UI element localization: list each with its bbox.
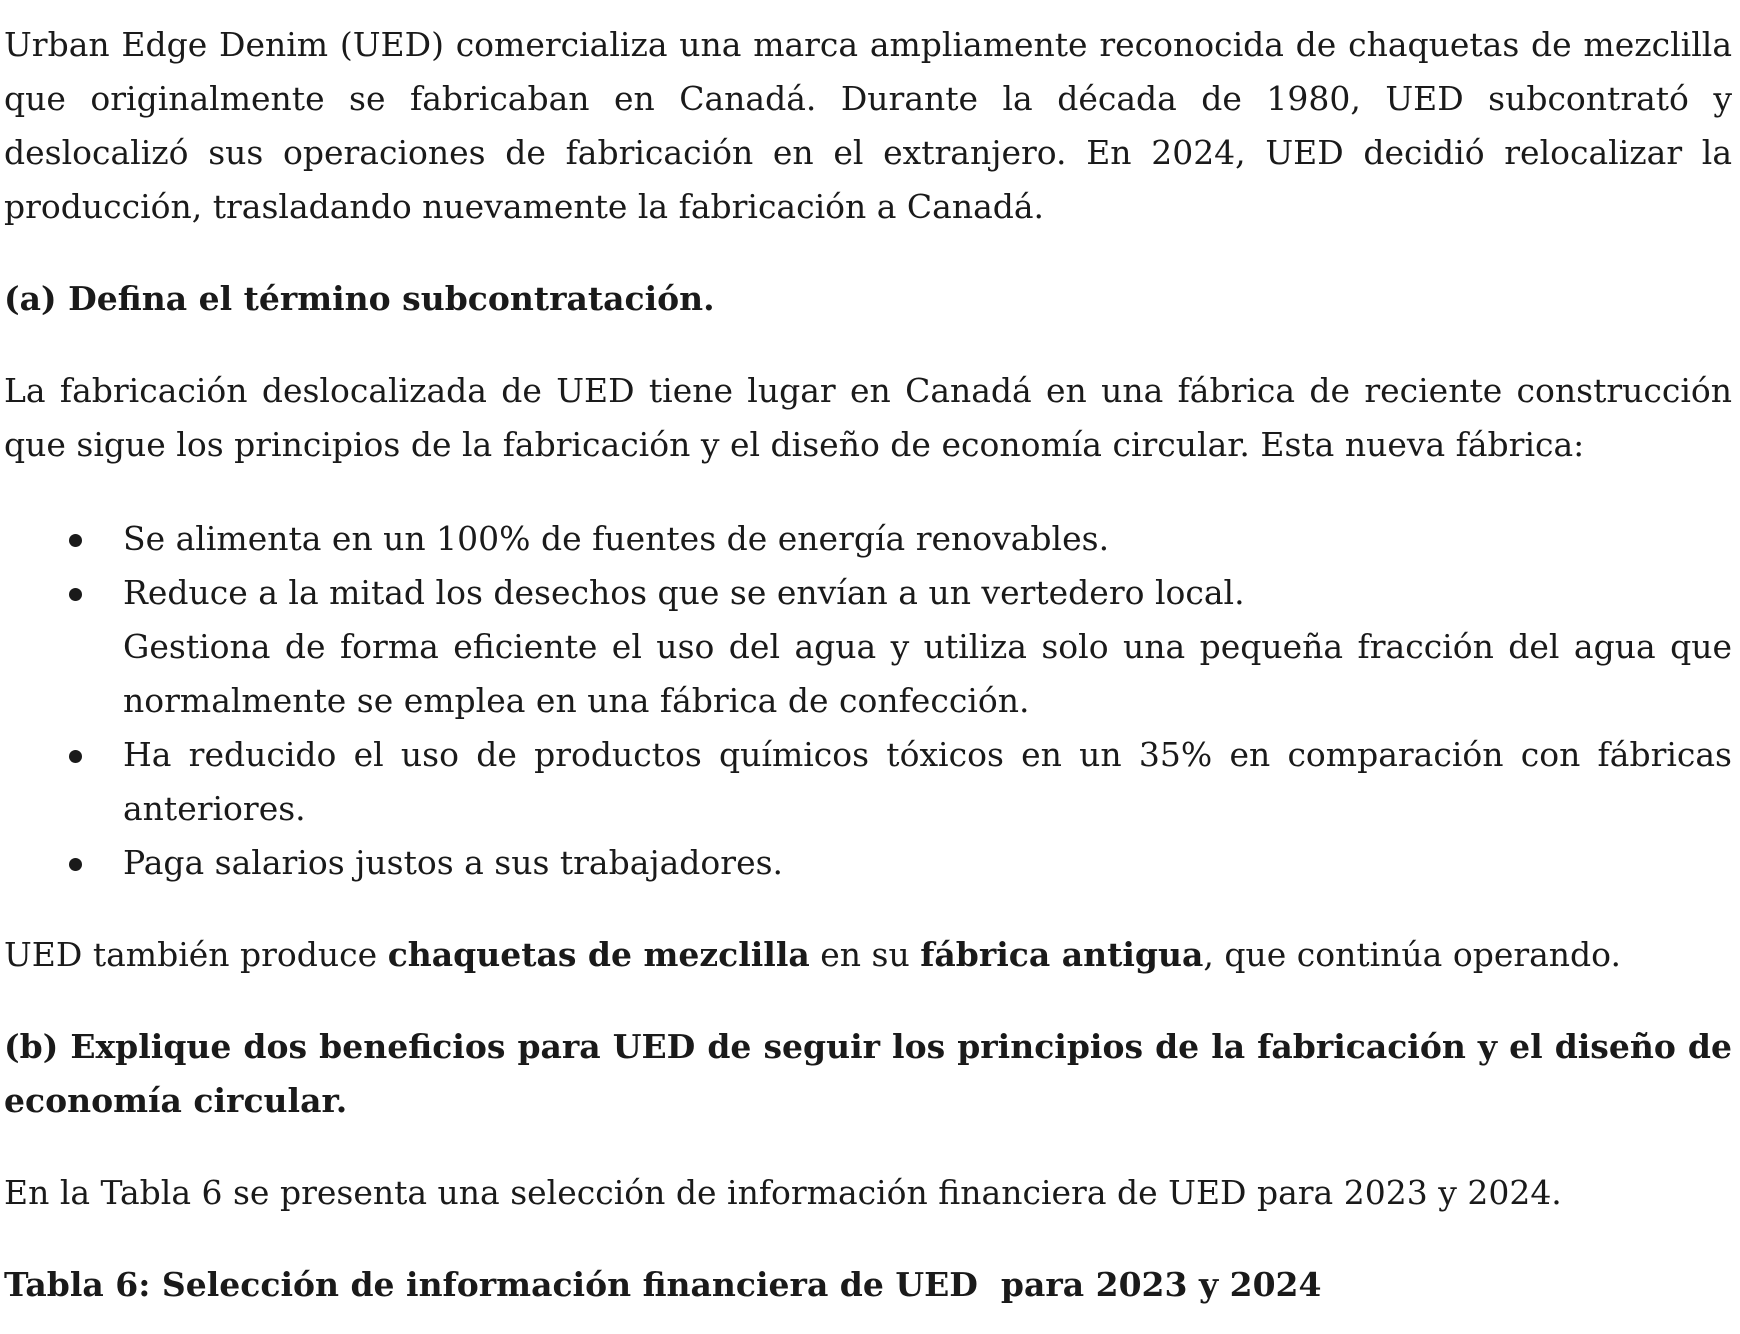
list-item: Se alimenta en un 100% de fuentes de energía renovables. [4,512,1732,566]
old-factory-text: en su [809,935,921,974]
factory-features-list [4,512,1732,890]
old-factory-text: UED también produce [4,935,388,974]
old-factory-text: , que continúa operando. [1203,935,1621,974]
list-item: Paga salarios justos a sus trabajadores. [4,836,1732,890]
list-item: Reduce a la mitad los desechos que se envían a un vertedero local. [4,566,1732,620]
document-body [4,18,1732,1312]
old-factory-paragraph [4,928,1732,982]
denim-jackets-emphasis: chaquetas de mezclilla [387,935,810,974]
old-factory-emphasis: fábrica antigua [920,935,1204,974]
question-a: (a) Defina el término subcontratación. [4,279,715,318]
table-title: Tabla 6: Selección de información financiera de UED para 2023 y 2024 [4,1265,1322,1304]
list-item: Ha reducido el uso de productos químicos tóxicos en un 35% en comparación con fábricas anteriores. [4,728,1732,836]
factory-paragraph: La fabricación deslocalizada de UED tiene lugar en Canadá en una fábrica de reciente construcción que sigue los principios de la fabricación y el diseño de economía circular. Esta nueva fábrica: [4,371,1732,464]
list-item: Gestiona de forma eficiente el uso del agua y utiliza solo una pequeña fracción del agua que normalmente se emplea en una fábrica de confección. [123,627,1732,720]
table-intro: En la Tabla 6 se presenta una selección de información financiera de UED para 2023 y 2024. [4,1173,1562,1212]
question-b: (b) Explique dos beneficios para UED de seguir los principios de la fabricación y el diseño de economía circular. [4,1027,1732,1120]
intro-paragraph: Urban Edge Denim (UED) comercializa una marca ampliamente reconocida de chaquetas de mezclilla que originalmente se fabricaban en Canadá. Durante la década de 1980, UED subcontrató y deslocalizó sus operaciones de fabricación en el extranjero. En 2024, UED decidió relocalizar la producción, trasladando nuevamente la fabricación a Canadá. [4,25,1732,226]
